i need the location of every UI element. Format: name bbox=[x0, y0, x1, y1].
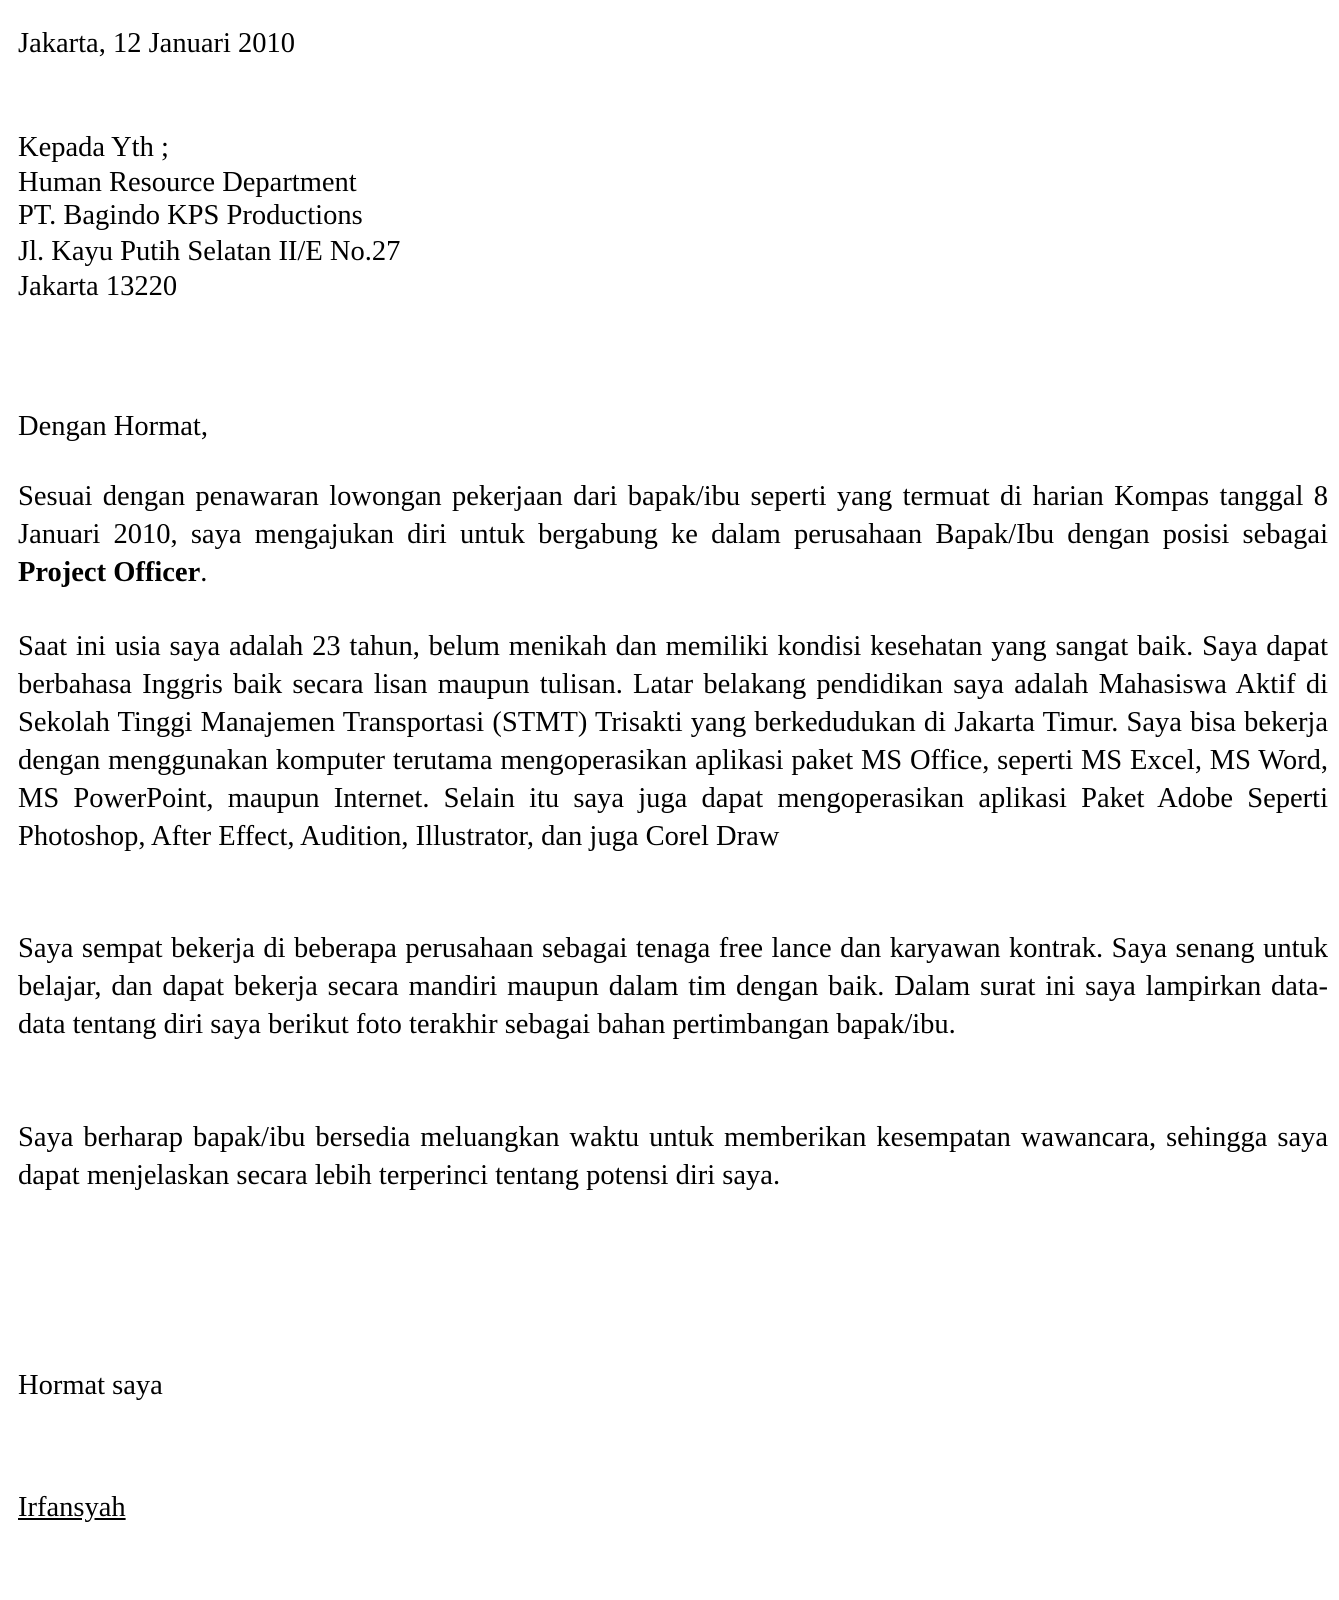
recipient-company: PT. Bagindo KPS Productions bbox=[18, 200, 363, 231]
signature-name: Irfansyah bbox=[18, 1492, 126, 1523]
paragraph-application bbox=[18, 478, 1328, 592]
paragraph-application-text: Sesuai dengan penawaran lowongan pekerjaan dari bapak/ibu seperti yang termuat di harian Kompas tanggal 8 Januari 2010, saya mengajukan diri untuk bergabung ke dalam perusahaan Bapak/Ibu dengan posisi sebagai bbox=[18, 481, 1328, 550]
greeting: Dengan Hormat, bbox=[18, 411, 208, 442]
recipient-city: Jakarta 13220 bbox=[18, 271, 178, 302]
position-title: Project Officer bbox=[18, 557, 201, 588]
paragraph-application-end: . bbox=[200, 557, 208, 588]
recipient-street: Jl. Kayu Putih Selatan II/E No.27 bbox=[18, 236, 401, 267]
letter-date: Jakarta, 12 Januari 2010 bbox=[18, 28, 295, 59]
closing: Hormat saya bbox=[18, 1370, 163, 1401]
recipient-department: Human Resource Department bbox=[18, 167, 357, 198]
letter-page bbox=[18, 0, 1328, 1600]
paragraph-closing-request: Saya berharap bapak/ibu bersedia meluangkan waktu untuk memberikan kesempatan wawancara, sehingga saya dapat menjelaskan secara lebih terperinci tentang potensi diri saya. bbox=[18, 1122, 1328, 1191]
recipient-salutation: Kepada Yth ; bbox=[18, 132, 169, 163]
paragraph-profile: Saat ini usia saya adalah 23 tahun, belum menikah dan memiliki kondisi kesehatan yang sangat baik. Saya dapat berbahasa Inggris baik secara lisan maupun tulisan. Latar belakang pendidikan saya adalah Mahasiswa Aktif di Sekolah Tinggi Manajemen Transportasi (STMT) Trisakti yang berkedudukan di Jakarta Timur. Saya bisa bekerja dengan menggunakan komputer terutama mengoperasikan aplikasi paket MS Office, seperti MS Excel, MS Word, MS PowerPoint, maupun Internet. Selain itu saya juga dapat mengoperasikan aplikasi Paket Adobe Seperti Photoshop, After Effect, Audition, Illustrator, dan juga Corel Draw bbox=[18, 631, 1328, 852]
paragraph-experience: Saya sempat bekerja di beberapa perusahaan sebagai tenaga free lance dan karyawan kontrak. Saya senang untuk belajar, dan dapat bekerja secara mandiri maupun dalam tim dengan baik. Dalam surat ini saya lampirkan data-data tentang diri saya berikut foto terakhir sebagai bahan pertimbangan bapak/ibu. bbox=[18, 933, 1328, 1040]
